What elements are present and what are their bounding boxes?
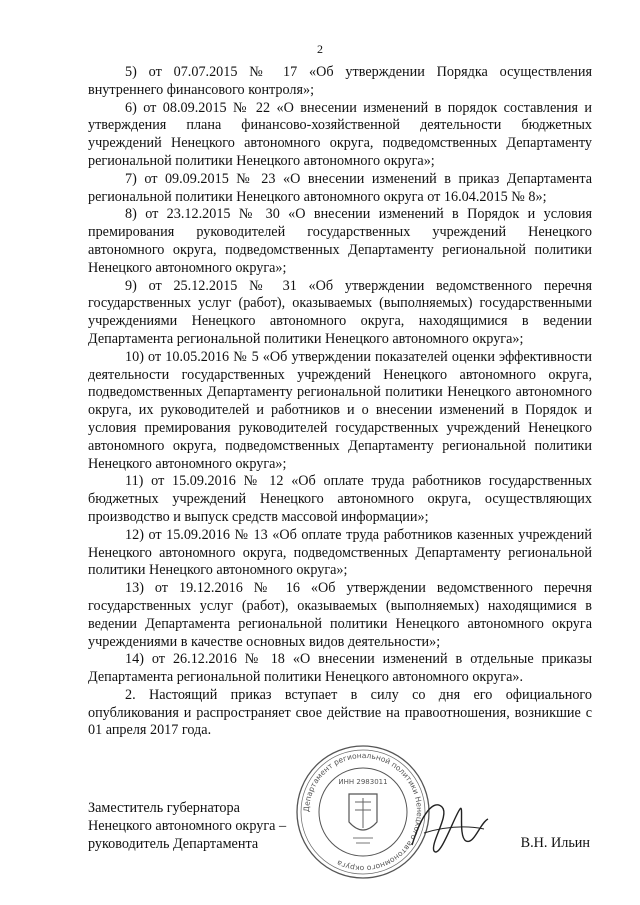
- list-item: 7) от 09.09.2015 № 23 «О внесении изменений в приказ Департамента региональной политики Ненецкого автономного округа от 16.04.2015 № 8»;: [88, 170, 592, 205]
- page-number: 2: [317, 42, 323, 56]
- effective-date-paragraph: 2. Настоящий приказ вступает в силу со дня его официального опубликования и распространяет свое действие на правоотношения, возникшие с 01 апреля 2017 года.: [88, 686, 592, 739]
- signatory-title-line: Ненецкого автономного округа –: [88, 818, 287, 834]
- list-item: 13) от 19.12.2016 № 16 «Об утверждении ведомственного перечня государственных услуг (работ), оказываемых (выполняемых) находящимися в ведении Департамента региональной политики Ненецкого автономного округа учреждениями в качестве основных видов деятельности»;: [88, 580, 592, 650]
- signatory-name: В.Н. Ильин: [520, 835, 590, 851]
- list-item: 5) от 07.07.2015 № 17 «Об утверждении Порядка осуществления внутреннего финансового контроля»;: [88, 64, 592, 98]
- signatory-title-line: руководитель Департамента: [88, 836, 259, 852]
- list-item: 12) от 15.09.2016 № 13 «Об оплате труда работников казенных учреждений Ненецкого автономного округа, подведомственных Департаменту региональной политики Ненецкого автономного округа»;: [88, 526, 592, 579]
- list-item: 11) от 15.09.2016 № 12 «Об оплате труда работников государственных бюджетных учреждений Ненецкого автономного округа, осуществляющих производство и выпуск средств массовой информации»;: [88, 473, 592, 525]
- signatory-title-line: Заместитель губернатора: [88, 800, 240, 816]
- handwritten-signature-icon: [404, 793, 494, 863]
- seal-ring-text: Департамент региональной политики Ненецкого автономного округа: [301, 750, 425, 874]
- document-body: [88, 64, 592, 740]
- list-item: 6) от 08.09.2015 № 22 «О внесении изменений в порядок составления и утверждения плана финансово-хозяйственной деятельности бюджетных учреждений Ненецкого автономного округа, подведомственных Департаменту региональной политики Ненецкого автономного округа»;: [88, 99, 592, 169]
- list-item: 8) от 23.12.2015 № 30 «О внесении изменений в Порядок и условия премирования руководителей государственных учреждений Ненецкого автономного округа, подведомственных Департаменту региональной политики Ненецкого автономного округа»;: [88, 206, 592, 276]
- list-item: 10) от 10.05.2016 № 5 «Об утверждении показателей оценки эффективности деятельности государственных учреждений Ненецкого автономного округа, подведомственных Департаменту региональной политики Ненецкого автономного округа, их руководителей и работников и о внесении изменений в Порядок и условия премирования руководителей государственных учреждений Ненецкого автономного округа, подведомственных Департаменту региональной политики Ненецкого автономного округа»;: [88, 348, 592, 472]
- signature-block: [88, 750, 592, 874]
- seal-inn: ИНН 2983011: [338, 778, 388, 786]
- list-item: 9) от 25.12.2015 № 31 «Об утверждении ведомственного перечня государственных услуг (работ), оказываемых (выполняемых) государственными учреждениями Ненецкого автономного округа, находящимися в ведении Департамента региональной политики Ненецкого автономного округа»;: [88, 277, 592, 347]
- list-item: 14) от 26.12.2016 № 18 «О внесении изменений в отдельные приказы Департамента региональной политики Ненецкого автономного округа».: [88, 651, 592, 686]
